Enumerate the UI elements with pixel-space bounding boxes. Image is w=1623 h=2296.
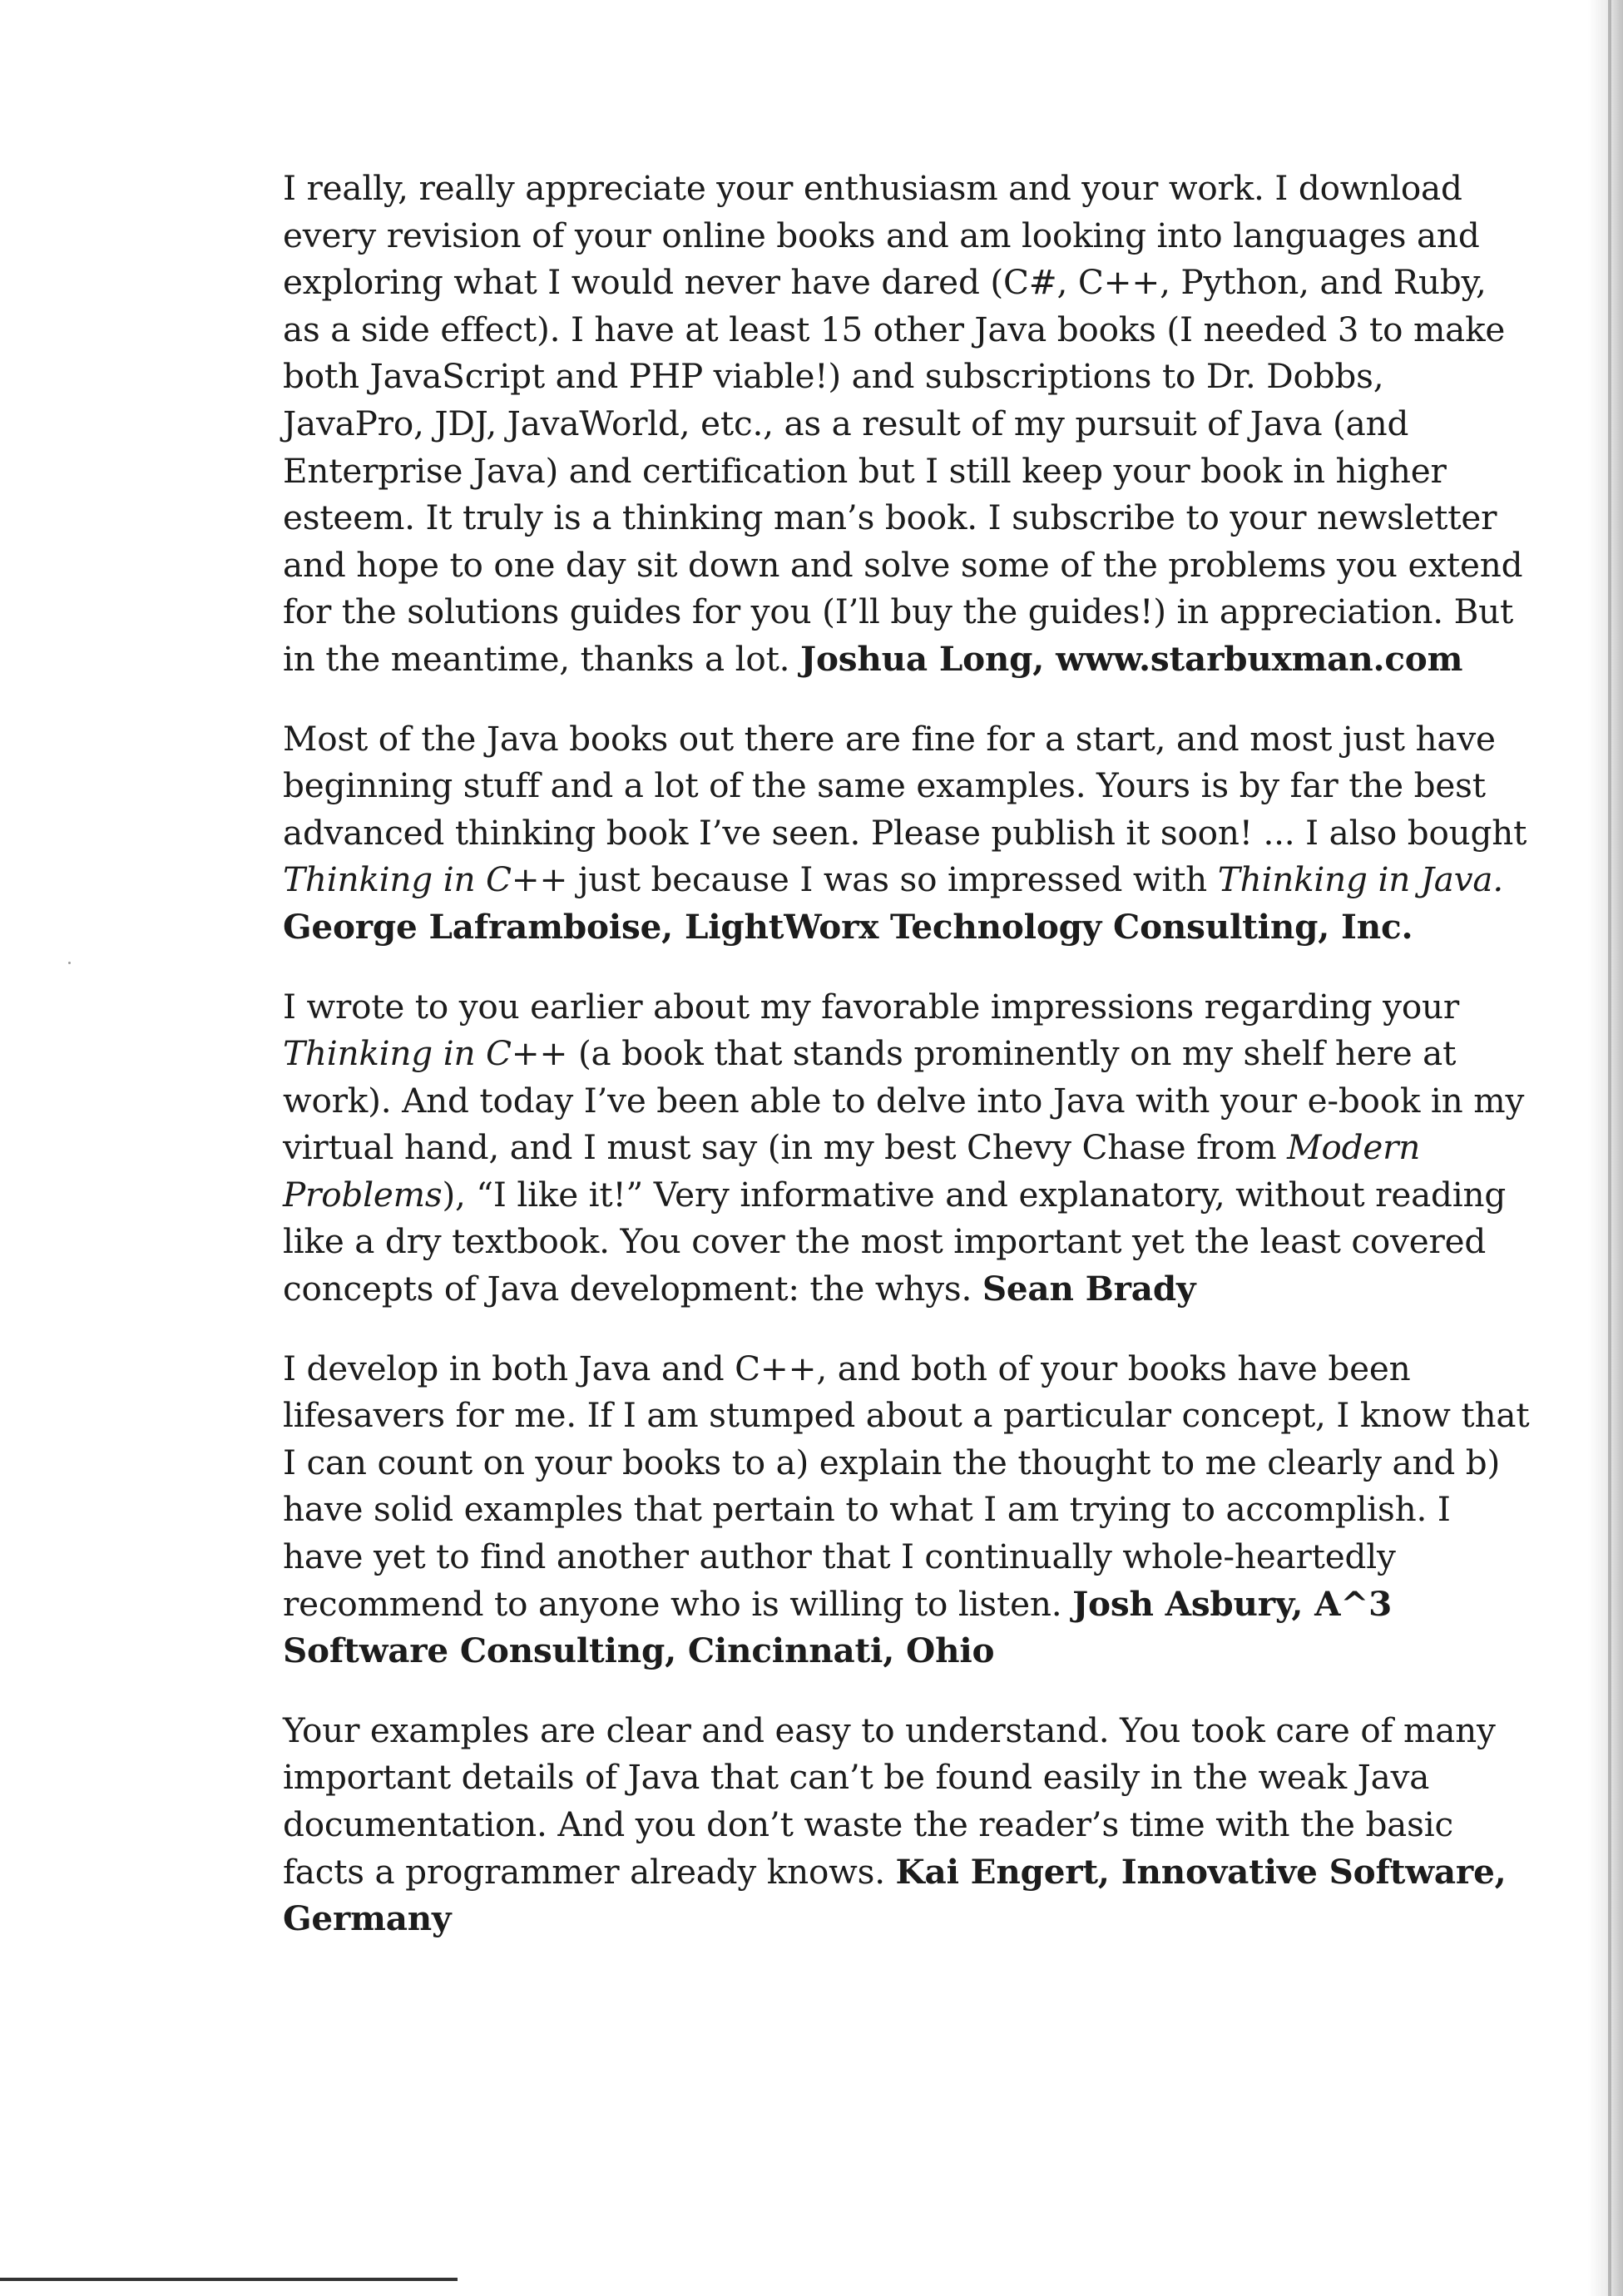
page-edge-shadow xyxy=(1588,0,1623,2296)
testimonial-5 xyxy=(283,1707,1531,1942)
testimonial-1 xyxy=(283,165,1531,683)
testimonial-4-author: Josh Asbury, A^3 Software Consulting, Cincinnati, Ohio xyxy=(283,1583,1393,1671)
testimonial-5-text: Your examples are clear and easy to understand. You took care of many important details of Java that can’t be found easily in the weak Java documentation. And you don’t waste the reader’s time with the basic facts a programmer already knows. xyxy=(283,1710,1496,1892)
testimonial-2-author: George Laframboise, LightWorx Technology Consulting, Inc. xyxy=(283,906,1413,947)
testimonial-1-text: I really, really appreciate your enthusiasm and your work. I download every revision of your online books and am looking into languages and exploring what I would never have dared (C#, C++, Python, and Ruby, as a side effect). I have at least 15 other Java books (I needed 3 to make both JavaScript and PHP viable!) and subscriptions to Dr. Dobbs, JavaPro, JDJ, JavaWorld, etc., as a result of my pursuit of Java (and Enterprise Java) and certification but I still keep your book in higher esteem. It truly is a thinking man’s book. I subscribe to your newsletter and hope to one day sit down and solve some of the problems you extend for the solutions guides for you (I’ll buy the guides!) in appreciation. But in the meantime, thanks a lot. xyxy=(283,168,1523,679)
testimonials-column xyxy=(283,165,1531,1975)
testimonial-1-author: Joshua Long, www.starbuxman.com xyxy=(800,638,1463,679)
scan-speck xyxy=(68,962,71,964)
testimonial-2 xyxy=(283,715,1531,951)
testimonial-4 xyxy=(283,1345,1531,1675)
testimonial-5-author: Kai Engert, Innovative Software, Germany xyxy=(283,1851,1507,1939)
testimonial-3-author: Sean Brady xyxy=(982,1269,1196,1309)
testimonial-3 xyxy=(283,983,1531,1313)
page-edge-line xyxy=(1608,0,1611,2296)
testimonial-3-text: I wrote to you earlier about my favorable impressions regarding your Thinking in C++ (a book that stands prominently on my shelf here at work). And today I’ve been able to delve into Java with your e-book in my virtual hand, and I must say (in my best Chevy Chase from Modern Problems), “I like it!” Very informative and explanatory, without reading like a dry textbook. You cover the most important yet the least covered concepts of Java development: the whys. xyxy=(283,986,1525,1309)
testimonial-2-text: Most of the Java books out there are fine for a start, and most just have beginning stuff and a lot of the same examples. Yours is by far the best advanced thinking book I’ve seen. Please publish it soon! ... I also bought Thinking in C++ just because I was so impressed with Thinking in Java. xyxy=(283,718,1527,900)
bottom-rule xyxy=(0,2278,458,2281)
testimonial-4-text: I develop in both Java and C++, and both of your books have been lifesavers for me. If I am stumped about a particular concept, I know that I can count on your books to a) explain the thought to me clearly and b) have solid examples that pertain to what I am trying to accomplish. I have yet to find another author that I continually whole-heartedly recommend to anyone who is willing to listen. xyxy=(283,1348,1530,1624)
